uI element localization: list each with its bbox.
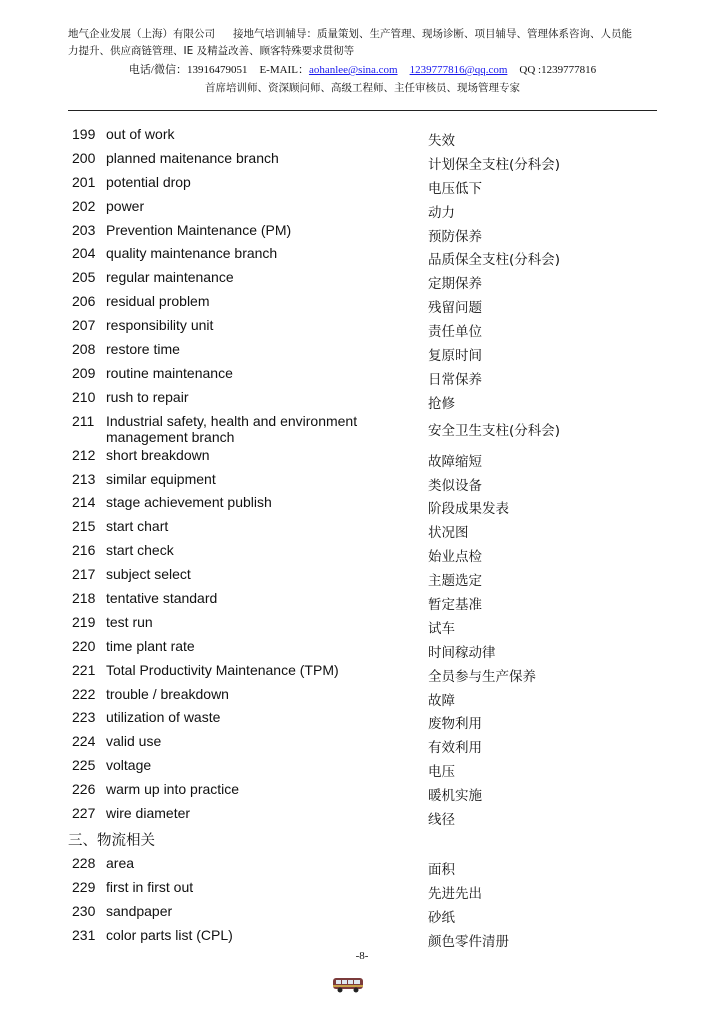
term-number: 209 xyxy=(72,364,96,381)
term-chinese: 抢修 xyxy=(428,395,455,412)
glossary-row xyxy=(70,220,660,244)
term-chinese: 砂纸 xyxy=(428,909,455,926)
glossary-row xyxy=(70,779,660,803)
term-english: voltage xyxy=(106,757,152,774)
term-chinese: 全员参与生产保养 xyxy=(428,668,536,685)
term-number: 228 xyxy=(72,854,96,871)
glossary-row xyxy=(70,684,660,708)
term-chinese: 暂定基准 xyxy=(428,597,482,614)
contact-line xyxy=(68,62,657,79)
term-number: 214 xyxy=(72,494,96,511)
term-english: out of work xyxy=(106,126,175,142)
term-number: 217 xyxy=(72,566,96,583)
qq-text: QQ :1239777816 xyxy=(519,64,597,76)
email-link-sina[interactable]: aohanlee@sina.com xyxy=(308,64,398,76)
term-english: similar equipment xyxy=(106,470,216,487)
term-number: 202 xyxy=(72,197,96,214)
glossary-row xyxy=(70,516,660,540)
term-chinese: 先进先出 xyxy=(428,885,482,902)
company-name: 地气企业发展（上海）有限公司 xyxy=(68,28,215,40)
glossary-row xyxy=(70,148,660,172)
glossary-row xyxy=(70,540,660,564)
term-chinese: 复原时间 xyxy=(428,348,482,365)
term-chinese: 动力 xyxy=(428,204,455,221)
term-english: trouble / breakdown xyxy=(106,685,229,702)
glossary-row xyxy=(70,660,660,684)
term-number: 206 xyxy=(72,293,96,310)
term-chinese: 阶段成果发表 xyxy=(428,501,509,518)
term-number: 229 xyxy=(72,878,96,895)
term-english: residual problem xyxy=(106,293,210,310)
term-chinese: 残留问题 xyxy=(428,300,482,317)
term-chinese: 试车 xyxy=(428,620,455,637)
page-number: -8- xyxy=(355,950,369,962)
term-chinese: 时间稼动律 xyxy=(428,644,496,661)
term-chinese: 品质保全支柱(分科会) xyxy=(428,252,561,269)
glossary-row xyxy=(70,564,660,588)
term-chinese: 电压 xyxy=(428,764,455,781)
term-english: sandpaper xyxy=(106,902,173,919)
glossary-row xyxy=(70,124,660,148)
term-english: subject select xyxy=(106,566,191,583)
glossary-row xyxy=(70,755,660,779)
term-chinese: 类似设备 xyxy=(428,477,482,494)
glossary-row xyxy=(70,469,660,493)
term-number: 223 xyxy=(72,709,96,726)
glossary-row xyxy=(70,707,660,731)
glossary-row xyxy=(70,387,660,411)
term-english: valid use xyxy=(106,733,162,750)
term-chinese: 状况图 xyxy=(428,525,469,542)
term-english: potential drop xyxy=(106,173,191,190)
glossary-row xyxy=(70,803,660,827)
term-chinese: 始业点检 xyxy=(428,549,482,566)
term-number: 231 xyxy=(72,926,96,943)
term-number: 208 xyxy=(72,341,96,358)
term-english: Industrial safety, health and environment management branch xyxy=(106,412,358,445)
section-title: 三、物流相关 xyxy=(68,832,155,849)
term-number: 215 xyxy=(72,518,96,535)
term-chinese: 故障 xyxy=(428,692,455,709)
term-number: 221 xyxy=(72,661,96,678)
term-number: 224 xyxy=(72,733,96,750)
term-number: 211 xyxy=(72,412,95,429)
term-english: power xyxy=(106,197,145,214)
glossary-row xyxy=(70,588,660,612)
glossary-row xyxy=(70,315,660,339)
term-english: planned maitenance branch xyxy=(106,149,279,166)
term-english: Total Productivity Maintenance (TPM) xyxy=(106,661,339,678)
header-line-2: 力提升、供应商链管理、IE 及精益改善、顾客特殊要求贯彻等 xyxy=(68,45,355,57)
glossary-row xyxy=(70,853,660,877)
term-english: color parts list (CPL) xyxy=(106,926,233,943)
term-english: first in first out xyxy=(106,878,194,895)
page-header xyxy=(68,26,657,97)
glossary-row xyxy=(70,445,660,469)
term-chinese: 定期保养 xyxy=(428,276,482,293)
term-english: rush to repair xyxy=(106,388,189,405)
term-chinese: 失效 xyxy=(428,133,455,149)
header-divider xyxy=(68,110,657,111)
glossary-row xyxy=(70,925,660,949)
phone-text: 电话/微信：13916479051 xyxy=(128,64,248,76)
term-english: start chart xyxy=(106,518,169,535)
term-number: 225 xyxy=(72,757,96,774)
term-chinese: 废物利用 xyxy=(428,716,482,733)
term-chinese: 暖机实施 xyxy=(428,788,482,805)
glossary-row xyxy=(70,492,660,516)
term-english: restore time xyxy=(106,341,180,358)
email-label: E-MAIL： xyxy=(259,64,309,76)
term-number: 226 xyxy=(72,781,96,798)
term-english: quality maintenance branch xyxy=(106,245,278,262)
term-number: 204 xyxy=(72,245,96,262)
glossary-list xyxy=(70,124,660,949)
glossary-row xyxy=(70,411,660,445)
term-number: 203 xyxy=(72,221,96,238)
term-english: wire diameter xyxy=(106,805,191,822)
glossary-row xyxy=(70,267,660,291)
term-english: warm up into practice xyxy=(106,781,240,798)
term-chinese: 有效利用 xyxy=(428,740,482,757)
services-text: 接地气培训辅导：质量策划、生产管理、现场诊断、项目辅导、管理体系咨询、人员能 xyxy=(233,28,632,40)
term-number: 213 xyxy=(72,470,96,487)
term-number: 205 xyxy=(72,269,96,286)
bus-logo-icon xyxy=(330,972,366,996)
term-number: 227 xyxy=(72,805,96,822)
term-chinese: 日常保养 xyxy=(428,371,482,388)
glossary-row xyxy=(70,636,660,660)
glossary-rows xyxy=(70,124,660,827)
term-number: 220 xyxy=(72,637,96,654)
glossary-row xyxy=(70,196,660,220)
glossary-row xyxy=(70,901,660,925)
term-chinese: 责任单位 xyxy=(428,324,482,341)
term-number: 216 xyxy=(72,542,96,559)
term-chinese: 安全卫生支柱(分科会) xyxy=(428,422,561,439)
term-number: 201 xyxy=(72,173,96,190)
header-title-line: 首席培训师、资深顾问师、高级工程师、主任审核员、现场管理专家 xyxy=(205,82,520,94)
term-english: regular maintenance xyxy=(106,269,234,286)
term-chinese: 线径 xyxy=(428,812,455,829)
term-chinese: 计划保全支柱(分科会) xyxy=(428,156,561,173)
term-english: short breakdown xyxy=(106,446,210,463)
term-chinese: 面积 xyxy=(428,861,455,878)
glossary-row xyxy=(70,363,660,387)
glossary-row xyxy=(70,172,660,196)
glossary-row xyxy=(70,243,660,267)
term-number: 219 xyxy=(72,613,96,630)
term-number: 199 xyxy=(72,126,96,142)
term-english: area xyxy=(106,854,135,871)
term-number: 230 xyxy=(72,902,96,919)
section3-rows xyxy=(70,853,660,949)
header-line-1 xyxy=(68,26,657,43)
term-english: responsibility unit xyxy=(106,317,214,334)
term-chinese: 预防保养 xyxy=(428,228,482,245)
term-english: tentative standard xyxy=(106,590,218,607)
glossary-row xyxy=(70,612,660,636)
email-link-qq[interactable]: 1239777816@qq.com xyxy=(409,64,508,76)
term-number: 212 xyxy=(72,446,96,463)
term-english: routine maintenance xyxy=(106,364,233,381)
term-english: test run xyxy=(106,613,153,630)
glossary-row xyxy=(70,339,660,363)
term-number: 222 xyxy=(72,685,96,702)
term-chinese: 电压低下 xyxy=(428,180,482,197)
term-english: Prevention Maintenance (PM) xyxy=(106,221,292,238)
term-chinese: 故障缩短 xyxy=(428,453,482,470)
term-english: start check xyxy=(106,542,174,559)
glossary-row xyxy=(70,877,660,901)
term-chinese: 主题选定 xyxy=(428,573,482,590)
term-number: 218 xyxy=(72,590,96,607)
term-number: 207 xyxy=(72,317,96,334)
term-english: utilization of waste xyxy=(106,709,221,726)
term-english: time plant rate xyxy=(106,637,195,654)
term-chinese: 颜色零件清册 xyxy=(428,933,509,950)
glossary-row xyxy=(70,731,660,755)
term-number: 210 xyxy=(72,388,96,405)
term-english: stage achievement publish xyxy=(106,494,272,511)
term-number: 200 xyxy=(72,149,96,166)
glossary-row xyxy=(70,291,660,315)
